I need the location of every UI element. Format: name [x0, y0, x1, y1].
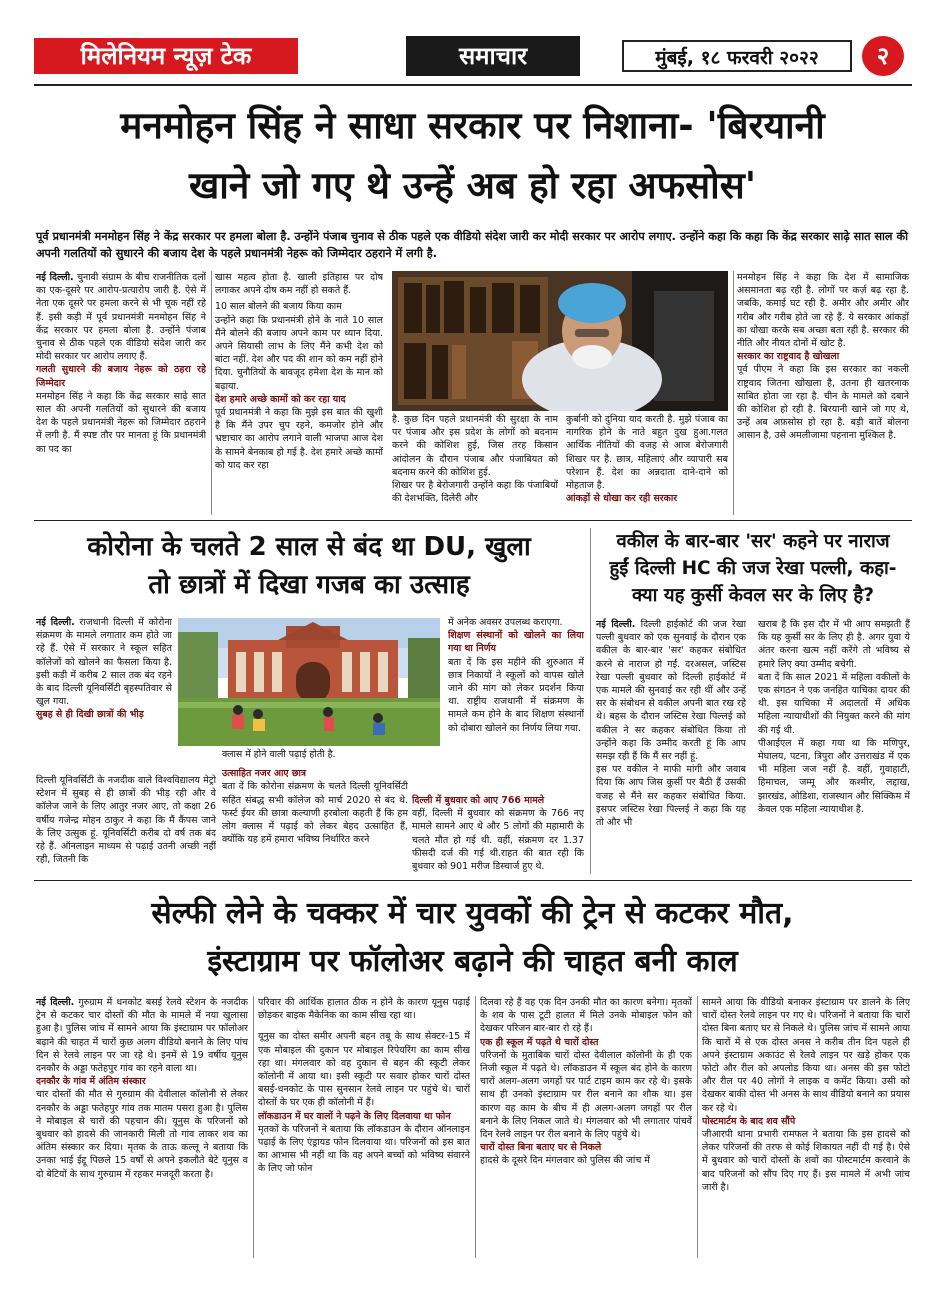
story1-col2 [215, 271, 383, 515]
story4-col2-sub: लॉकडाउन में घर वालों ने पढ़ने के लिए दिलवाया था फोन [258, 1110, 451, 1122]
story3-headline-line2: हुईं दिल्ली HC की जज रेखा पल्ली, कहा- [609, 558, 897, 579]
story2-mid-p0: क्लास में होने वाली पढ़ाई होती है. [222, 749, 336, 760]
story1-col1 [36, 271, 206, 515]
story2-wide [36, 774, 216, 874]
story2-col3-p2: बता दें कि इस महीने की शुरुआत में छात्र निकायों ने स्कूलों को वापस खोले जाने की मांग को लेकर प्रदर्शन किया था. राष्ट्रीय राजधानी में संक्रमण के मामले कम होने के बाद शिक्षण संस्थानों को दोबारा खोलने का निर्णय लिया गया. [448, 656, 584, 734]
story2-col1-p1: राजधानी दिल्ली में कोरोना संक्रमण के मामले लगातार कम होते जा रहे हैं. ऐसे में सरकार ने स्कूल सहित कॉलेजों को खोलने का फैसला किया है. इसी कड़ी में करीब 2 साल तक बंद रहने के बाद दिल्ली यूनिवर्सिटी बृहस्पतिवार से खुल गया. [36, 617, 172, 708]
story4-col1 [36, 996, 248, 1258]
story4-col1-p2: चार दोस्तों की मौत से गुरुग्राम की देवीलाल कॉलोनी से लेकर दनकौर के अड्डा फतेहपुर गांव तक मातम पसरा हुआ है। पुलिस ने मोबाइल से चारों की पहचान की। यूनुस के परिजनों को बुधवार को हादसे की जानकारी मिली तो गांव लाकर शव का अंतिम संस्कार कर दिया। मृतक के ताऊ कल्लू ने बताया कि उनका भाई ईद्दू पिछले 15 वर्षों से अपने इकलौते बेटे यूनुस व दो बेटियों के साथ गुरुग्राम में रहकर मजदूरी करता है। [36, 1089, 248, 1180]
story3-col2-p2: बता दें कि साल 2021 में महिला वकीलों के एक संगठन ने एक जनहित याचिका दायर की थी. इस याचिका में अदालतों में अधिक महिला न्यायाधीशों की नियुक्त करने की मांग की गई थी. [758, 671, 910, 736]
story1-col3-p2: शिखर पर है बेरोजगारी उन्होंने कहा कि पंजाबियों की देशभक्ति, दिलेरी और [392, 480, 558, 505]
story1-headline [20, 96, 925, 216]
story1-col4-sub: आंकड़ों से धोखा कर रही सरकार [566, 493, 678, 505]
section-label: समाचार [458, 42, 528, 70]
dateline-box [622, 40, 852, 72]
story2-col3b [412, 794, 584, 874]
story1-col5-p1: मनमोहन सिंह ने कहा कि देश में सामाजिक असमानता बढ़ रही है. लोगों पर कर्ज़ बढ़ रहा है. जबकि, कमाई घट रही है. अमीर और अमीर और गरीब और गरीब होते जा रहे हैं. ये सरकार आंकड़ों का धोखा करके सब अच्छा बता रही है. सरकार की नीति और नीयत दोनों में खोट है. [737, 272, 909, 350]
story2-col3-p1: में अनेक अवसर उपलब्ध कराएगा. [448, 617, 563, 628]
story2-col3-p3: वहीं, दिल्ली में बुधवार को संक्रमण के 766 नए मामले सामने आए थे और 5 लोगों की महामारी के चलते मौत हो गई थी. वहीं, संक्रमण दर 1.37 फीसदी दर्ज की गई थी.राहत की बात रही कि बुधवार को 901 मरीज डिस्चार्ज हुए थे. [412, 808, 584, 873]
page-number: २ [876, 42, 890, 70]
divider [211, 271, 212, 515]
story1-col4 [566, 413, 728, 515]
story3-col1-p2: इस पर वकील ने माफी मांगी और जवाब दिया कि आप जिस कुर्सी पर बैठी हैं उसकी वजह से मैंने सर कहकर संबोधित किया. इसपर जस्टिस रेखा पिल्लई ने कहा कि यह तो और भी [596, 764, 746, 829]
story4-headline-line2: इंस्टाग्राम पर फॉलोअर बढ़ाने की चाहत बनी काल [207, 944, 738, 979]
story1-col5-sub: सरकार का राष्ट्रवाद है खोखला [737, 351, 840, 363]
story4-col2-p1: परिवार की आर्थिक हालात ठीक न होने के कारण यूनुस पढ़ाई छोड़कर बाइक मैकेनिक का काम सीख रहा था। [258, 997, 470, 1022]
dateline: मुंबई, १८ फरवरी २०२२ [655, 47, 819, 69]
masthead-rule [34, 84, 912, 86]
story3-col1 [596, 618, 746, 874]
story2-wide-p1: दिल्ली यूनिवर्सिटी के नजदीक वाले विश्वविद्यालय मेट्रो स्टेशन में सुबह से ही छात्रों की भीड़ रही और वे कॉलेज जाने के लिए आतुर नजर आए, तो कक्षा 26 वर्षीय गजेन्द्र मोहन ठाकुर ने कहा कि मैं कैंपस जाने के लिए उत्सुक हूं. यूनिवर्सिटी करीब दो वर्ष तक बंद रहे हैं. ऑनलाइन माध्यम से पढ़ाई उतनी अच्छी नहीं रही, जितनी कि [36, 775, 216, 866]
story-rule [34, 520, 912, 521]
story1-intro: पूर्व प्रधानमंत्री मनमोहन सिंह ने केंद्र सरकार पर हमला बोला है. उन्होंने पंजाब चुनाव से ठीक पहले एक वीडियो संदेश जारी कर मोदी सरकार पर आरोप लगाए. उन्होंने कहा कि कहा कि केंद्र सरकार साढ़े सात साल की अपनी गलतियों को सुधारने की बजाय देश के पहले प्रधानमंत्री नेहरू को जिम्मेदार ठहराने में लगी है. [36, 230, 908, 260]
divider [475, 996, 476, 1258]
story2-col1-sub: सुबह से ही दिखी छात्रों की भीड़ [36, 709, 144, 721]
story4-col3-p3: हादसे के दूसरे दिन मंगलवार को पुलिस की जांच में [480, 1155, 650, 1167]
story2-headline [34, 528, 584, 604]
story1-col1-sub: गलती सुधारने की बजाय नेहरू को ठहरा रहे जिम्मेदार [36, 364, 206, 389]
story4-col4-sub: पोस्टमार्टम के बाद शव सौंपे [702, 1115, 796, 1127]
masthead [34, 36, 912, 80]
story3-col1-p1: दिल्ली हाईकोर्ट की जज रेखा पल्ली बुधवार को एक सुनवाई के दौरान एक वकील के बार-बार 'सर' कहकर संबोधित करने से नाराज हो गईं. दरअसल, जस्टिस रेखा पल्ली बुधवार को दिल्ली हाईकोर्ट में एक मामले की सुनवाई कर रही थीं और उन्हें सर के संबोधन से वकील अपनी बात रख रहे थे। बहस के दौरान जस्टिस रेखा पिल्लई को वकील ने सर कहकर संबोधित किया तो उन्होंने कहा कि उम्मीद करती हूं कि आप समझ रही हैं कि मैं सर नहीं हूं. [596, 619, 746, 763]
story4-col3-sub2: चारों दोस्त बिना बताए घर से निकले [480, 1142, 602, 1154]
story4-place: नई दिल्ली. [36, 997, 75, 1008]
story4-headline-line1: सेल्फी लेने के चक्कर में चार युवकों की ट्रेन से कटकर मौत, [151, 896, 794, 931]
divider [590, 528, 591, 874]
story1-col2-p4: पूर्व प्रधानमंत्री ने कहा कि मुझे इस बात की खुशी है कि मैंने उपर चुप रहने, कमजोर होने और भ्रष्टाचार का आरोप लगाने वाली भाजपा आज देश के सामने बेनकाब हो गई है. देश हमारे अच्छे कामों को याद कर रहा [215, 407, 383, 471]
story3-headline-line1: वकील के बार-बार 'सर' कहने पर नाराज [616, 531, 890, 552]
story4-col1-p1: गुरुग्राम में धनकोट बसई रेलवे स्टेशन के नजदीक ट्रेन से कटकर चार दोस्तों की मौत के मामले में नया खुलासा हुआ है। पुलिस जांच में सामने आया कि इंस्टाग्राम पर फॉलोअर बढ़ाने की चाहत में चारों कुछ अलग वीडियो बनाने के लिए पांच दिन से रेलवे लाइन पर जा रहे थे। इनमें से 19 वर्षीय यूनुस दनकौर के अड्डा फतेहपुर गांव का रहने वाला था। [36, 997, 248, 1075]
divider [253, 996, 254, 1258]
story2-col3-sub2: दिल्ली में बुधवार को आए 766 मामले [412, 795, 545, 806]
story4-col3-p2: परिजनों के मुताबिक चारों दोस्त देवीलाल कॉलोनी के ही एक निजी स्कूल में पढ़ते थे। लॉकडाउन में स्कूल बंद होने के कारण चारों अलग-अलग जगहों पर पार्ट टाइम काम कर रहे थे। इसके साथ ही उनको इंस्टाग्राम पर रील बनाने का शौक था। इस कारण वह काम के बीच में ही अलग-अलग जगहों पर रील बनाने के लिए निकल जाते थे। मंगलवार को भी लगातार पांचवें दिन रेलवे लाइन पर रील बनाने के लिए पहुंचे थे। [480, 1049, 692, 1141]
story2-headline-line2: तो छात्रों में दिखा गजब का उत्साह [148, 570, 470, 600]
story4-col2-p3: मृतकों के परिजनों ने बताया कि लॉकडाउन के दौरान ऑनलाइन पढ़ाई के लिए एंड्रायड फोन दिलवाया था। परिजनों को इस बात का आभास भी नहीं था कि वह अपने बच्चों को भविष्य संवारने के लिए जो फोन [258, 1123, 470, 1175]
divider [697, 996, 698, 1258]
story1-col3 [392, 413, 558, 515]
story4-col2 [258, 996, 470, 1258]
story4-col3-sub: एक ही स्कूल में पढ़ते थे चारों दोस्त [480, 1036, 599, 1048]
story2-place: नई दिल्ली. [36, 617, 75, 628]
story1-col5 [737, 271, 909, 515]
page-number-badge [862, 36, 904, 76]
story3-col2-p1: खराब है कि इस दौर में भी आप समझती हैं कि यह कुर्सी सर के लिए ही है. अगर युवा ये अंतर करना खत्म नहीं करेंगे तो भविष्य से हमारे लिए क्या उम्मीद बचेगी. [758, 619, 910, 670]
brand-text: मिलेनियम न्यूज़ टेक [80, 42, 252, 70]
story4-col4-p2: जीआरपी थाना प्रभारी रामफल ने बताया कि इस हादसे को लेकर परिजनों की तरफ से कोई शिकायत नहीं दी गई है। ऐसे में बुधवार को चारों दोस्तों के शवों का पोस्टमार्टम करवाने के बाद परिजनों को सौंप दिए गए हैं। इस मामले में अभी जांच जारी है। [702, 1129, 910, 1193]
story4-col3 [480, 996, 692, 1258]
manmohan-photo-svg [392, 271, 728, 411]
manmohan-singh-photo [392, 271, 728, 411]
story1-place: नई दिल्ली. [36, 272, 74, 283]
story4-col4 [702, 996, 910, 1258]
story1-col2-sub: देश हमारे अच्छे कामों को कर रहा याद [215, 393, 346, 405]
story4-col4-p1: सामने आया कि वीडियो बनाकर इंस्टाग्राम पर डालने के लिए चारों दोस्त रेलवे लाइन पर गए थे। परिजनों ने बताया कि चारों दोस्त बिना बताए घर से निकले थे। पुलिस जांच में सामने आया कि चारों में से एक दोस्त अनस ने करीब तीन दिन पहले ही अपने इंस्टाग्राम अकाउंट से रेलवे लाइन पर खड़े होकर एक फोटो और रील को अपलोड किया था। अनस की इस फोटो और रील पर 40 लोगों ने लाइक व कमेंट किया। उसी को देखकर बाकी दोस्त भी अनस के साथ वीडियो बनाने का प्रयास कर रहे थे। [702, 997, 910, 1114]
brand-logo [34, 38, 298, 74]
story3-headline-line3: क्या यह कुर्सी केवल सर के लिए है? [631, 585, 874, 606]
story3-col2-p3: पीआईएल में कहा गया था कि मणिपुर, मेघालय, पटना, त्रिपुरा और उत्तराखंड में एक भी महिला जज नहीं है. वहीं, गुवाहाटी, हिमाचल, जम्मू और कश्मीर, लद्दाख, झारखंड, ओडिशा, राजस्थान और सिक्किम में केवल एक महिला न्यायाधीश है. [758, 737, 910, 815]
story1-headline-line2: खाने जो गए थे उन्हें अब हो रहा अफसोस' [188, 164, 757, 207]
section-label-box [406, 36, 580, 76]
story4-col1-sub: दनकौर के गांव में अंतिम संस्कार [36, 1076, 146, 1088]
delhi-university-photo [178, 618, 440, 746]
story1-col2-p2: 10 साल बोलने की बजाय किया काम [215, 301, 342, 313]
story4-col3-p1: दिलवा रहे हैं वह एक दिन उनकी मौत का कारण बनेगा। मृतकों के शव के पास टूटी हालत में मिले उनके मोबाइल फोन को देखकर परिजन बार-बार रो रहे हैं। [480, 997, 692, 1035]
story3-headline [594, 528, 912, 609]
divider [733, 271, 734, 515]
story1-col1-p1: चुनावी संग्राम के बीच राजनीतिक दलों का एक-दूसरे पर आरोप-प्रत्यारोप जारी है. ऐसे में नेता एक दूसरे पर हमला करने से भी चूक नहीं रहे हैं. इसी कड़ी में पूर्व प्रधानमंत्री मनमोहन सिंह ने केंद्र सरकार पर हमला बोला है. उन्होंने पंजाब चुनाव से ठीक पहले एक वीडियो संदेश जारी कर मोदी सरकार पर आरोप लगाए हैं. [36, 272, 206, 363]
story-rule [34, 880, 912, 881]
story1-col2-p3: उन्होंने कहा कि प्रधानमंत्री होने के नाते 10 साल मैंने बोलने की बजाय अपने काम पर ध्यान दिया. अपने सियासी लाभ के लिए मैंने कभी देश को बांटा नहीं. देश और पद की शान को कम नहीं होने दिया. चुनौतियों के बावजूद हमेशा देश के मान को बढ़ाया. [215, 314, 383, 392]
story2-col2 [222, 748, 408, 874]
story1-headline-line1: मनमोहन सिंह ने साधा सरकार पर निशाना- 'बिरयानी [120, 104, 825, 147]
story1-col2-p1: खास महत्व होता है. खाली इतिहास पर दोष लगाकर अपने दोष कम नहीं हो सकते हैं. [215, 272, 383, 297]
story2-headline-line1: कोरोना के चलते 2 साल से बंद था DU, खुला [87, 532, 531, 562]
story2-col3-sub: शिक्षण संस्थानों को खोलने का लिया गया था निर्णय [448, 630, 584, 655]
story1-col3-p1: है. कुछ दिन पहले प्रधानमंत्री की सुरक्षा के नाम पर पंजाब और इस प्रदेश के लोगों को बदनाम करने की कोशिश हुई, जिस तरह किसान आंदोलन के दौरान पंजाब और पंजाबियत को बदनाम करने की कोशिश हुई. [392, 414, 558, 478]
story2-mid-p1: बता दें कि कोरोना संक्रमण के चलते दिल्ली यूनिवर्सिटी सहित संबद्ध सभी कॉलेज को मार्च 2020 से बंद थे. फर्स्ट ईयर की छात्रा कल्याणी हरबोला कहती हैं कि हम लोग क्लास में पढ़ाई को लेकर बेहद उत्साहित हैं, क्योंकि यह हमें हमारा भविष्य निर्धारित करने [222, 781, 408, 846]
story3-col2 [758, 618, 910, 874]
story1-col4-p1: कुर्बानी को दुनिया याद करती है. मुझे पंजाब का नागरिक होने के नाते बहुत दुख हुआ.गलत आर्थिक नीतियों की वजह से आज बेरोजगारी शिखर पर है. छात्र, महिलाएं और व्यापारी सब परेशान हैं. देश का अन्नदाता दाने-दाने को मोहताज है. [566, 414, 728, 492]
story2-mid-sub: उत्साहित नजर आए छात्र [222, 768, 307, 780]
story1-col5-p2: पूर्व पीएम ने कहा कि इस सरकार का नकली राष्ट्रवाद जितना खोखला है, उतना ही खतरनाक साबित होता जा रहा है. चीन के मामले को दबाने की कोशिश हो रही है. बिरयानी खाने जो गए थे, उन्हें अब अफ़सोस हो रहा है. बड़ी बातें बोलना आसान है, उसे अमलीजामा पहनाना मुश्किल है. [737, 364, 909, 442]
story4-headline [20, 890, 925, 986]
story1-col1-p2: मनमोहन सिंह ने कहा कि केंद्र सरकार साढ़े सात साल की अपनी गलतियों को सुधारने की बजाय देश के पहले प्रधानमंत्री नेहरू को जिम्मेदार ठहराने में लगी है. मैं स्पष्ट तौर पर मानता हूं कि प्रधानमंत्री का पद का [36, 390, 206, 455]
du-photo-svg [178, 618, 440, 746]
story3-place: नई दिल्ली. [596, 619, 636, 630]
story4-col2-p2: यूनुस का दोस्त समीर अपनी बहन तबू के साथ सेक्टर-15 में एक मोबाइल की दुकान पर मोबाइल रिपेयरिंग का काम सीख रहा था। मंगलवार को वह दुकान से बहन की स्कूटी लेकर कॉलोनी में आया था। इसी स्कूटी पर सवार होकर चारों दोस्त बसई-धनकोट के पास सुनसान रेलवे लाइन पर पहुंचे थे। चारों दोस्तों के घर एक ही कॉलोनी में हैं। [258, 1031, 470, 1109]
story2-col1 [36, 616, 172, 772]
